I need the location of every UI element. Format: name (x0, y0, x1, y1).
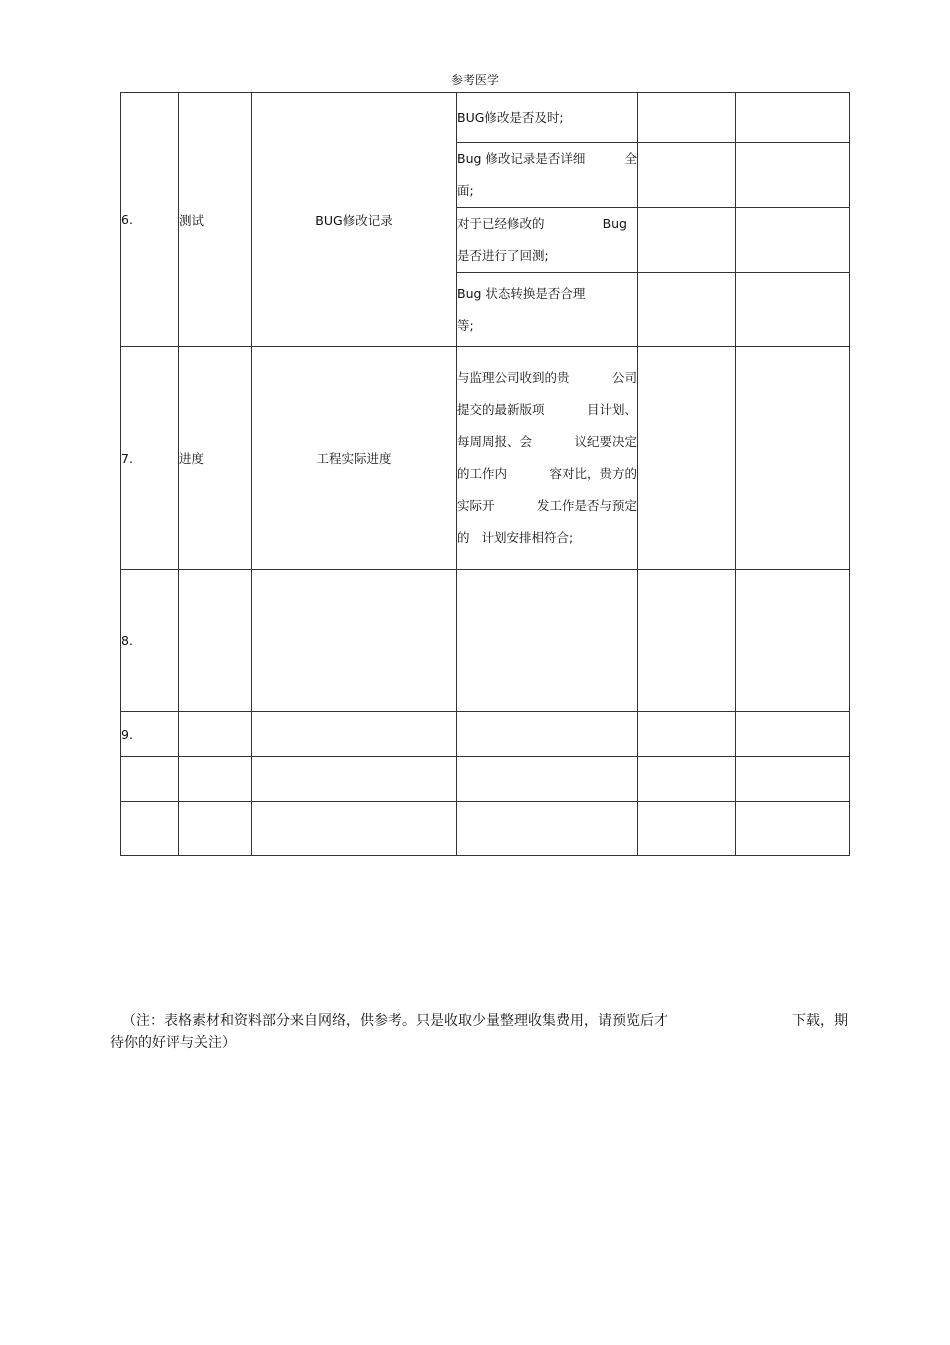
remark-cell (736, 757, 850, 802)
check-criterion (457, 93, 638, 143)
footer-note-line: 待你的好评与关注） (110, 1035, 236, 1051)
table-row-6 (121, 93, 850, 143)
row-category (179, 712, 252, 757)
result-cell (638, 570, 736, 712)
check-text: 发工作是否与预定 (536, 498, 637, 513)
table-row-7 (121, 347, 850, 570)
check-criterion (457, 570, 638, 712)
check-text: 目计划、 (586, 402, 637, 417)
row-number: 7. (121, 347, 179, 570)
review-checklist-table (120, 92, 850, 856)
remark-cell (736, 802, 850, 856)
check-criterion (457, 712, 638, 757)
check-text: 的 (457, 530, 470, 545)
check-text: BUG修改是否及时; (457, 109, 564, 125)
check-line (457, 362, 637, 394)
footer-note-text: 下载，期 (792, 1013, 848, 1029)
check-text: 议纪要决定 (574, 434, 637, 449)
check-text: 对于已经修改的 (457, 216, 545, 231)
result-cell (638, 208, 736, 273)
result-cell (638, 143, 736, 208)
check-text: 的工作内 (457, 466, 508, 481)
check-text: 面; (457, 183, 474, 198)
check-text: 计划安排相符合; (481, 530, 574, 545)
check-text: 实际开 (457, 498, 495, 513)
check-text: 公司 (611, 370, 637, 385)
row-category (179, 802, 252, 856)
check-line (457, 278, 637, 310)
check-text: 等; (457, 317, 474, 333)
footer-note (110, 1010, 848, 1054)
row-category: 进度 (179, 347, 252, 570)
check-line (457, 426, 637, 458)
check-line (457, 102, 637, 134)
check-criterion (457, 273, 638, 347)
check-line (457, 208, 637, 240)
check-criterion (457, 347, 638, 570)
row-number: 9. (121, 712, 179, 757)
result-cell (638, 93, 736, 143)
check-text: 提交的最新版项 (457, 402, 545, 417)
check-criterion (457, 757, 638, 802)
check-line (457, 522, 637, 554)
check-criterion (457, 802, 638, 856)
row-category (179, 570, 252, 712)
table-row-empty (121, 757, 850, 802)
check-text: 全 (624, 151, 637, 166)
remark-cell (736, 273, 850, 347)
check-text: 是否进行了回测; (457, 248, 549, 263)
page-header-title: 参考医学 (450, 73, 499, 87)
row-number: 6. (121, 93, 179, 347)
check-text: 容对比，贵方的 (549, 466, 637, 481)
row-category (179, 757, 252, 802)
check-line (457, 240, 637, 272)
result-cell (638, 712, 736, 757)
check-text: Bug 修改记录是否详细 (457, 151, 586, 166)
result-cell (638, 273, 736, 347)
check-line (457, 458, 637, 490)
row-number: 8. (121, 570, 179, 712)
result-cell (638, 757, 736, 802)
check-line (457, 310, 637, 342)
row-item: 工程实际进度 (252, 347, 457, 570)
result-cell (638, 802, 736, 856)
remark-cell (736, 93, 850, 143)
row-item (252, 712, 457, 757)
check-text: 与监理公司收到的贵 (457, 370, 570, 385)
check-line (457, 490, 637, 522)
row-item (252, 570, 457, 712)
table-row-9 (121, 712, 850, 757)
check-criterion (457, 208, 638, 273)
row-number (121, 802, 179, 856)
remark-cell (736, 570, 850, 712)
row-item: BUG修改记录 (252, 93, 457, 347)
check-text: Bug (602, 216, 627, 231)
remark-cell (736, 347, 850, 570)
footer-note-text: （注：表格素材和资料部分来自网络，供参考。只是收取少量整理收集费用，请预览后才 (122, 1013, 668, 1029)
result-cell (638, 347, 736, 570)
row-number (121, 757, 179, 802)
row-item (252, 802, 457, 856)
row-item (252, 757, 457, 802)
remark-cell (736, 143, 850, 208)
remark-cell (736, 712, 850, 757)
row-category: 测试 (179, 93, 252, 347)
check-criterion (457, 143, 638, 208)
footer-note-line (110, 1010, 848, 1032)
check-line (457, 143, 637, 175)
remark-cell (736, 208, 850, 273)
check-text: Bug 状态转换是否合理 (457, 285, 586, 301)
check-line (457, 175, 637, 207)
check-text: 每周周报、会 (457, 434, 533, 449)
table-row-empty (121, 802, 850, 856)
check-line (457, 394, 637, 426)
table-row-8 (121, 570, 850, 712)
